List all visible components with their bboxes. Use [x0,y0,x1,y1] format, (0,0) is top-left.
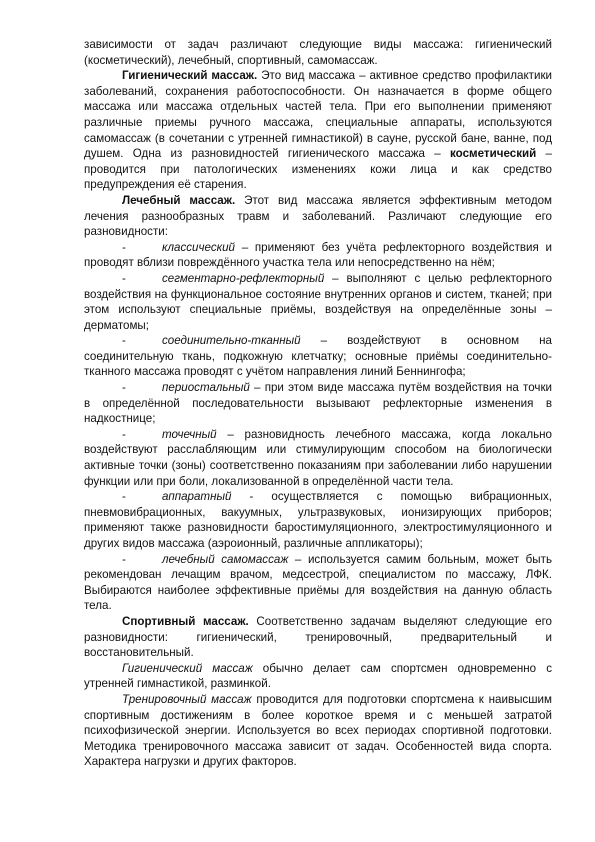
sports-massage-paragraph [84,614,552,661]
list-item-term: аппаратный [162,490,232,504]
term-hygienic-massage: Гигиенический массаж. [122,69,258,83]
intro-paragraph: зависимости от задач различают следующие виды массажа: гигиенический (косметический), лечебный, спортивный, самомассаж. [84,38,552,67]
list-item-text: – выполняют с целью рефлекторного воздействия на функциональное состояние внутренних органов и систем, тканей; при этом используют специальные приёмы, воздействуя на определённые зоны – дерматомы; [84,271,552,332]
list-item-text: – используется самим больным, может быть рекомендован лечащим врачом, медсестрой, специалистом по массажу, ЛФК. Выбираются наиболее эффективные приёмы для воздействия на данную область тела. [84,552,552,613]
list-dash: - [122,334,126,348]
list-dash: - [122,490,126,504]
list-item-text: - осуществляется с помощью вибрационных, пневмовибрационных, вакуумных, ультразвуковых, ионизирующих приборов; применяют также разновидности баростимуляционного, электростимуляционного и других видов массажа (аэроионный, различные аппликаторы); [84,490,552,550]
list-item-term: лечебный самомассаж [162,552,289,566]
list-dash: - [122,381,126,395]
training-massage-paragraph [84,692,552,770]
list-item-text: – применяют без учёта рефлекторного воздействия и проводят вблизи повреждённого участка тела или непосредственно на нём; [84,240,552,270]
list-item-self-massage [84,552,552,614]
paragraph-text: Соответственно задачам выделяют следующие его разновидности: гигиенический, тренировочный, предварительный и восстановительный. [84,614,552,660]
list-item-term: сегментарно-рефлекторный [162,271,325,285]
list-item-classic [84,240,552,271]
paragraph-text: обычно делает сам спортсмен одновременно с утренней гимнастикой, разминкой. [84,661,552,691]
list-item-term: периостальный [162,381,250,395]
list-item-connective [84,333,552,380]
list-item-text: – при этом виде массажа путём воздействия на точки в определённой последовательности вызывают рефлекторные изменения в надкостнице; [84,381,552,426]
list-item-acupressure [84,427,552,489]
list-dash: - [122,552,126,566]
paragraph-text: Это вид массажа – активное средство профилактики заболеваний, сохранения работоспособности. Он назначается в форме общего массажа или массажа отдельных частей тела. При его выполнении применяют различные приемы ручного массажа, специальные аппараты, используются самомассаж (в сочетании с утренней гимнастикой) в сауне, русской бане, ванне, под душем. Одна из разновидностей гигиенического массажа – [84,69,553,161]
term-sports-hygienic: Гигиенический массаж [122,661,253,675]
term-cosmetic: косметический [450,147,537,161]
paragraph-text: проводится для подготовки спортсмена к наивысшим спортивным достижениям в более короткое время и с меньшей затратой психофизической энергии. Используется во всех периодах спортивной подготовки. Методика тренировочного массажа зависит от задач. Особенностей вида спорта. Характера нагрузки и других факторов. [84,692,552,769]
list-item-hardware [84,489,552,551]
therapeutic-massage-paragraph [84,193,552,240]
document-page [84,37,552,770]
term-training-massage: Тренировочный массаж [122,692,252,706]
list-item-text: – разновидность лечебного массажа, когда локально воздействуют расслабляющим или стимулирующим способом на биологически активные точки (зоны) соответственно показаниям при заболевании либо нарушении функции или при боли, локализованной в определённой части тела. [84,427,552,488]
term-sports-massage: Спортивный массаж. [122,614,249,628]
list-dash: - [122,240,126,254]
list-item-segmental [84,271,552,333]
sports-hygienic-paragraph [84,661,552,692]
list-item-term: точечный [162,427,217,441]
list-item-periosteal [84,380,552,427]
list-dash: - [122,271,126,285]
list-item-term: классический [162,240,235,254]
paragraph-text: – проводится при патологических изменениях кожи лица и как средство предупреждения её старения. [84,147,552,192]
list-item-text: – воздействуют в основном на соединительную ткань, подкожную клетчатку; основные приёмы соединительно-тканного массажа проводят с учётом направления линий Беннингофа; [84,334,552,379]
paragraph-text: Этот вид массажа является эффективным методом лечения разнообразных травм и заболеваний. Различают следующие его разновидности: [84,193,553,239]
term-therapeutic-massage: Лечебный массаж. [122,193,236,207]
list-item-term: соединительно-тканный [162,334,301,348]
list-dash: - [122,427,126,441]
hygienic-massage-paragraph [84,68,552,193]
